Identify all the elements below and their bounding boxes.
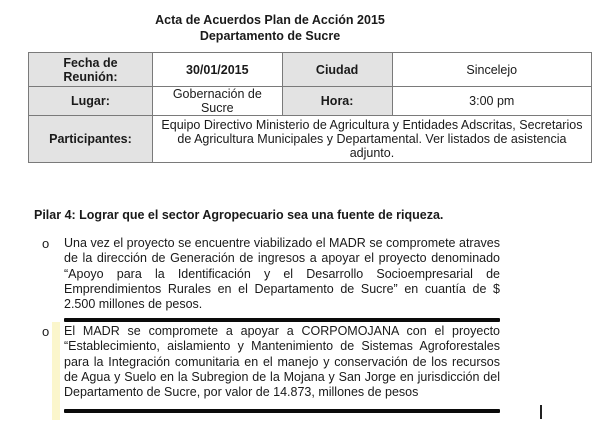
text-cursor [540,405,542,419]
document-title: Acta de Acuerdos Plan de Acción 2015 [155,13,385,27]
participantes-label: Participantes: [29,116,153,163]
table-row [29,87,592,116]
underline-rule [64,318,500,322]
highlight-mark [52,322,60,420]
lugar-label: Lugar: [29,87,153,116]
lugar-value: Gobernación de Sucre [152,87,282,116]
pillar-heading: Pilar 4: Lograr que el sector Agropecuario sea una fuente de riqueza. [34,208,444,222]
table-row [29,116,592,163]
underline-rule [64,409,500,413]
participantes-value: Equipo Directivo Ministerio de Agricultura y Entidades Adscritas, Secretarios de Agricultura Municipales y Departamental. Ver listados de asistencia adjunto. [152,116,591,163]
hora-value: 3:00 pm [392,87,592,116]
meeting-info-table [28,52,592,163]
ciudad-label: Ciudad [282,53,392,87]
hora-label: Hora: [282,87,392,116]
document-subtitle: Departamento de Sucre [199,29,341,43]
table-row [29,53,592,87]
ciudad-value: Sincelejo [392,53,592,87]
list-item: El MADR se compromete a apoyar a CORPOMOJANA con el proyecto “Establecimiento, aislamiento y Mantenimiento de Sistemas Agroforestales para la Integración comunitaria en el manejo y conservación de los recursos de Agua y Suelo en la Subregion de la Mojana y San Jorge en jurisdicción del Departamento de Sucre, por valor de 14.873, millones de pesos [64,324,500,400]
bullet-icon: o [42,324,50,339]
bullet-icon: o [42,236,50,251]
fecha-label: Fecha de Reunión: [29,53,153,87]
fecha-value: 30/01/2015 [152,53,282,87]
list-item: Una vez el proyecto se encuentre viabilizado el MADR se compromete atraves de la dirección de Generación de ingresos a apoyar el proyecto denominado “Apoyo para la Identificación y el Desarrollo Socioempresarial de Emprendimientos Rurales en el Departamento de Sucre” en cuantía de $ 2.500 millones de pesos. [64,236,500,312]
